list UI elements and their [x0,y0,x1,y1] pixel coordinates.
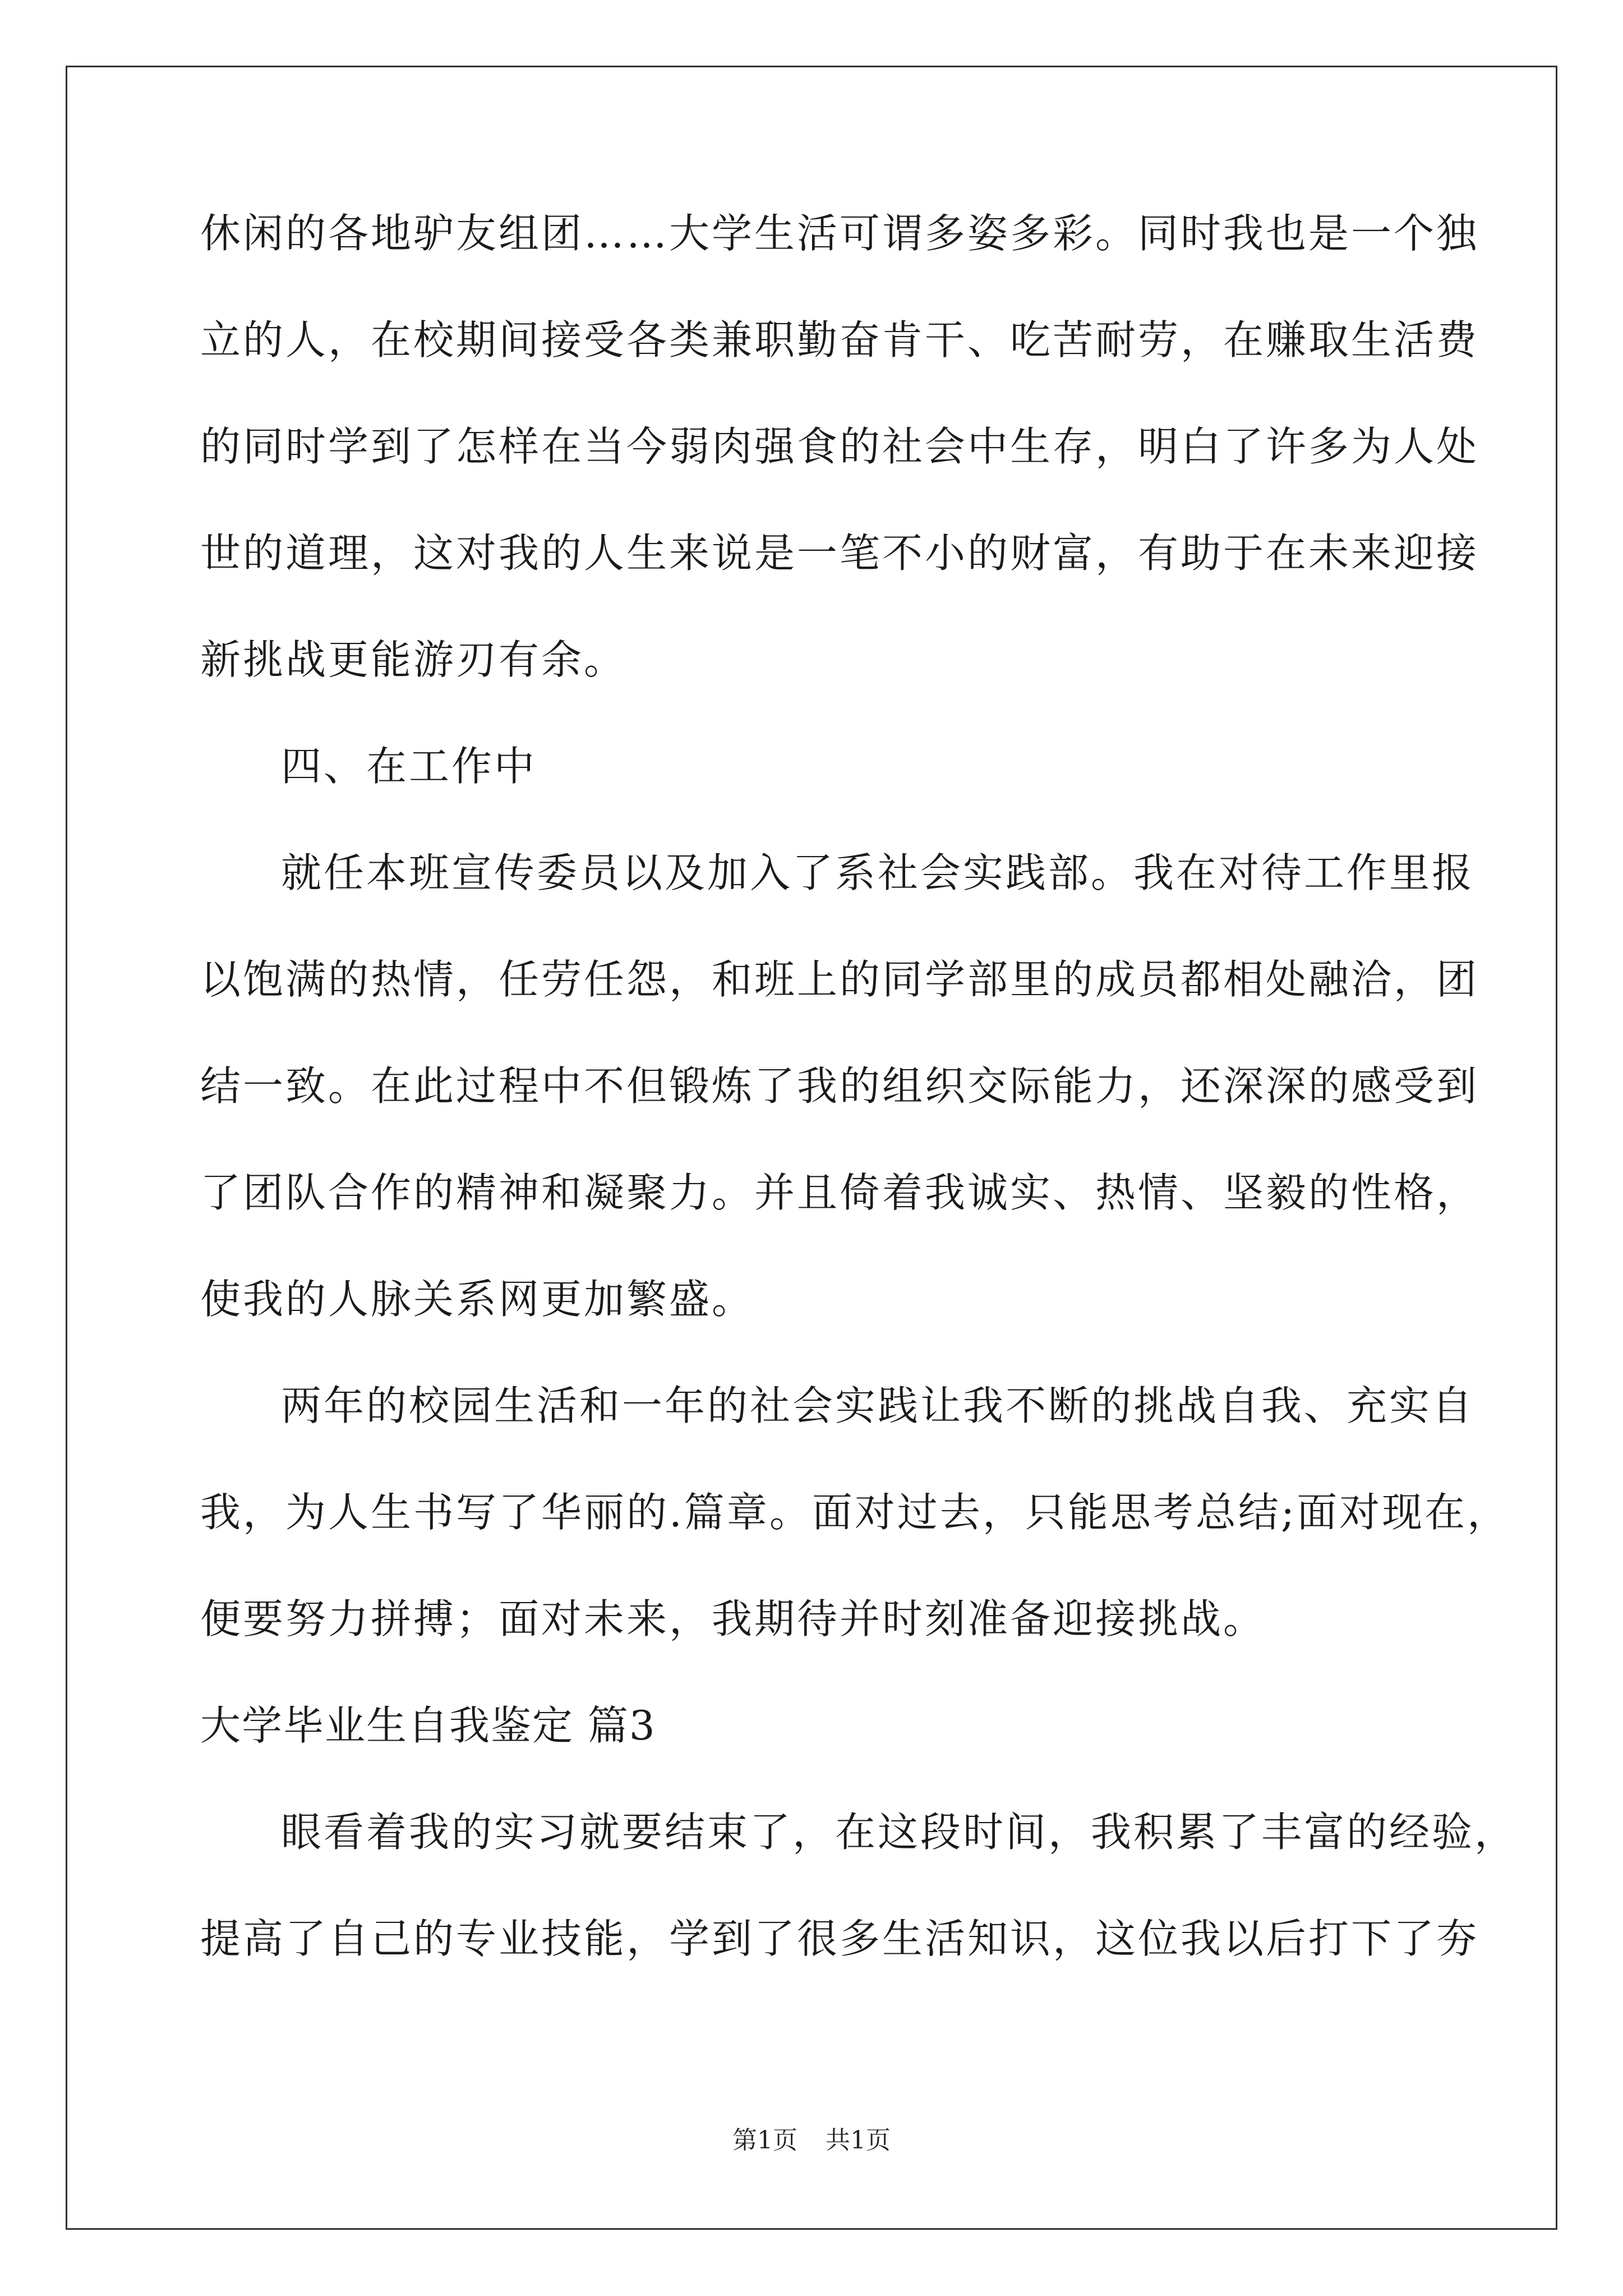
body-line-3: 的同时学到了怎样在当今弱肉强食的社会中生存，明白了许多为人处 [200,423,1479,470]
body-line-7: 就任本班宣传委员以及加入了系社会实践部。我在对待工作里报 [281,849,1475,896]
body-line-13: 我，为人生书写了华丽的.篇章。面对过去，只能思考总结;面对现在， [200,1489,1510,1536]
page-footer [0,2128,1623,2153]
body-line-4: 世的道理，这对我的人生来说是一笔不小的财富，有助于在未来迎接 [200,530,1479,577]
body-line-16: 眼看着我的实习就要结束了，在这段时间，我积累了丰富的经验， [281,1809,1518,1856]
body-line-14: 便要努力拼搏；面对未来，我期待并时刻准备迎接挑战。 [200,1595,1266,1642]
page-number-current: 第1页 [732,2126,797,2155]
body-line-11: 使我的人脉关系网更加繁盛。 [200,1276,755,1323]
body-line-2: 立的人，在校期间接受各类兼职勤奋肯干、吃苦耐劳，在赚取生活费 [200,316,1479,364]
document-body [200,210,1518,2025]
body-line-1: 休闲的各地驴友组团……大学生活可谓多姿多彩。同时我也是一个独 [200,210,1479,257]
page-number-total: 共1页 [826,2126,891,2155]
section-heading-work: 四、在工作中 [281,743,537,790]
body-line-8: 以饱满的热情，任劳任怨，和班上的同学部里的成员都相处融洽，团 [200,956,1479,1003]
body-line-17: 提高了自己的专业技能，学到了很多生活知识，这位我以后打下了夯 [200,1915,1479,1962]
body-line-5: 新挑战更能游刃有余。 [200,636,627,683]
body-line-10: 了团队合作的精神和凝聚力。并且倚着我诚实、热情、坚毅的性格， [200,1169,1479,1216]
body-line-12: 两年的校园生活和一年的社会实践让我不断的挑战自我、充实自 [281,1382,1475,1429]
article-title-part3: 大学毕业生自我鉴定 篇3 [200,1702,656,1749]
body-line-9: 结一致。在此过程中不但锻炼了我的组织交际能力，还深深的感受到 [200,1062,1479,1110]
